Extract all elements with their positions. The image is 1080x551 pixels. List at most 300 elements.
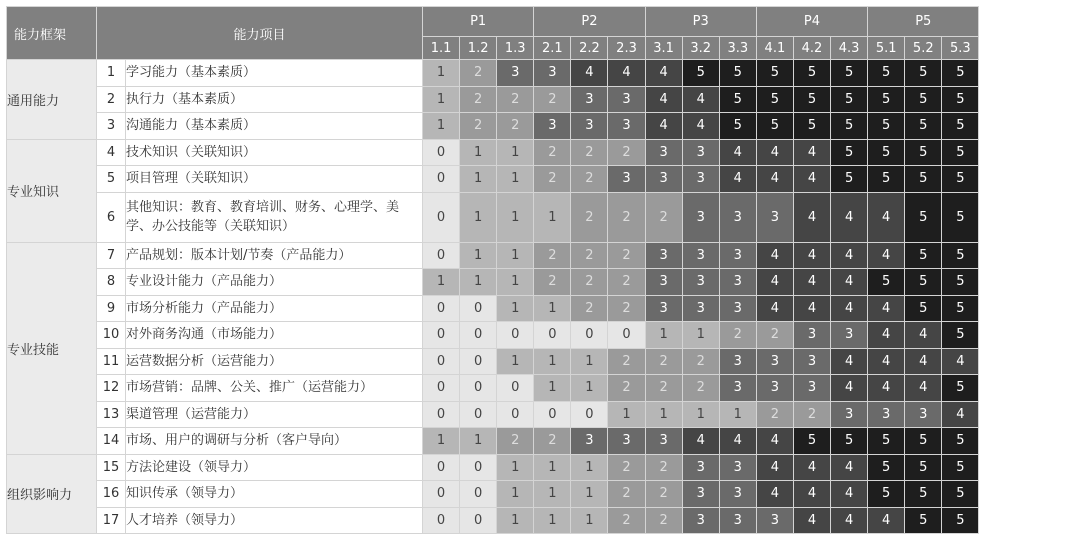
level-cell: 4 [645, 113, 682, 140]
sublevel-header: 5.2 [905, 37, 942, 60]
level-cell: 0 [497, 401, 534, 428]
row-number: 6 [97, 192, 126, 242]
row-number: 12 [97, 375, 126, 402]
level-cell: 5 [793, 428, 830, 455]
level-cell: 3 [793, 322, 830, 349]
level-cell: 3 [571, 428, 608, 455]
table-row [7, 507, 979, 534]
level-cell: 3 [756, 192, 793, 242]
level-cell: 2 [497, 113, 534, 140]
level-cell: 4 [793, 139, 830, 166]
level-cell: 2 [645, 375, 682, 402]
sublevel-header: 5.3 [942, 37, 979, 60]
level-cell: 4 [645, 86, 682, 113]
sublevel-header: 4.3 [831, 37, 868, 60]
category-cell: 通用能力 [7, 60, 97, 140]
level-cell: 2 [460, 86, 497, 113]
level-cell: 2 [571, 192, 608, 242]
level-cell: 4 [905, 322, 942, 349]
level-cell: 3 [719, 454, 756, 481]
level-cell: 1 [460, 192, 497, 242]
level-cell: 3 [719, 242, 756, 269]
row-number: 16 [97, 481, 126, 508]
level-cell: 1 [534, 481, 571, 508]
level-cell: 0 [460, 375, 497, 402]
level-cell: 2 [497, 86, 534, 113]
row-number: 3 [97, 113, 126, 140]
ability-name: 市场营销：品牌、公关、推广（运营能力） [126, 375, 423, 402]
level-cell: 3 [608, 428, 645, 455]
sublevel-header: 5.1 [868, 37, 905, 60]
level-cell: 4 [831, 269, 868, 296]
table-row [7, 242, 979, 269]
ability-name: 市场、用户的调研与分析（客户导向） [126, 428, 423, 455]
level-cell: 3 [756, 507, 793, 534]
level-cell: 3 [682, 481, 719, 508]
row-number: 14 [97, 428, 126, 455]
sublevel-header: 3.2 [682, 37, 719, 60]
level-cell: 2 [460, 113, 497, 140]
level-cell: 0 [423, 192, 460, 242]
level-cell: 0 [571, 401, 608, 428]
level-cell: 5 [831, 428, 868, 455]
sublevel-header: 4.2 [793, 37, 830, 60]
framework-header: 能力框架 [7, 7, 97, 60]
row-number: 11 [97, 348, 126, 375]
level-cell: 2 [534, 86, 571, 113]
level-cell: 5 [942, 295, 979, 322]
sublevel-header: 2.3 [608, 37, 645, 60]
level-cell: 3 [645, 166, 682, 193]
level-cell: 3 [719, 375, 756, 402]
level-cell: 4 [831, 454, 868, 481]
level-cell: 1 [497, 348, 534, 375]
level-cell: 5 [905, 242, 942, 269]
level-cell: 3 [534, 113, 571, 140]
level-cell: 3 [719, 481, 756, 508]
level-cell: 0 [460, 507, 497, 534]
ability-name: 人才培养（领导力） [126, 507, 423, 534]
level-cell: 0 [460, 454, 497, 481]
level-cell: 1 [460, 428, 497, 455]
row-number: 8 [97, 269, 126, 296]
level-cell: 2 [645, 348, 682, 375]
level-cell: 4 [645, 60, 682, 87]
level-cell: 3 [608, 166, 645, 193]
level-cell: 5 [942, 269, 979, 296]
level-cell: 2 [608, 348, 645, 375]
level-cell: 4 [831, 348, 868, 375]
level-cell: 5 [831, 166, 868, 193]
level-cell: 4 [793, 481, 830, 508]
level-cell: 3 [756, 348, 793, 375]
level-cell: 4 [868, 322, 905, 349]
level-cell: 2 [571, 295, 608, 322]
level-cell: 5 [868, 166, 905, 193]
level-cell: 4 [793, 192, 830, 242]
level-cell: 1 [534, 295, 571, 322]
ability-name: 运营数据分析（运营能力） [126, 348, 423, 375]
level-cell: 5 [868, 428, 905, 455]
level-cell: 5 [831, 113, 868, 140]
level-cell: 4 [831, 481, 868, 508]
level-cell: 5 [756, 86, 793, 113]
level-cell: 1 [497, 295, 534, 322]
level-cell: 5 [942, 428, 979, 455]
level-cell: 5 [719, 60, 756, 87]
level-cell: 0 [423, 295, 460, 322]
level-cell: 0 [423, 322, 460, 349]
level-cell: 3 [571, 86, 608, 113]
level-cell: 5 [905, 269, 942, 296]
level-cell: 1 [682, 401, 719, 428]
sublevel-header: 3.1 [645, 37, 682, 60]
level-cell: 0 [571, 322, 608, 349]
level-cell: 4 [831, 375, 868, 402]
row-number: 5 [97, 166, 126, 193]
level-cell: 3 [719, 295, 756, 322]
level-cell: 0 [423, 139, 460, 166]
level-cell: 5 [868, 481, 905, 508]
level-cell: 4 [756, 242, 793, 269]
ability-name: 技术知识（关联知识） [126, 139, 423, 166]
table-row [7, 454, 979, 481]
level-cell: 1 [497, 192, 534, 242]
level-cell: 2 [608, 507, 645, 534]
level-cell: 1 [497, 481, 534, 508]
table-row [7, 375, 979, 402]
level-cell: 3 [682, 139, 719, 166]
level-cell: 3 [571, 113, 608, 140]
level-cell: 3 [756, 375, 793, 402]
row-number: 2 [97, 86, 126, 113]
level-cell: 5 [682, 60, 719, 87]
level-cell: 1 [571, 375, 608, 402]
level-cell: 1 [460, 242, 497, 269]
level-cell: 1 [534, 375, 571, 402]
level-cell: 5 [942, 139, 979, 166]
level-cell: 5 [868, 269, 905, 296]
level-cell: 0 [497, 375, 534, 402]
level-cell: 1 [534, 348, 571, 375]
level-cell: 2 [608, 454, 645, 481]
level-cell: 2 [645, 192, 682, 242]
level-cell: 3 [682, 454, 719, 481]
level-cell: 2 [608, 192, 645, 242]
level-cell: 2 [645, 507, 682, 534]
ability-name: 项目管理（关联知识） [126, 166, 423, 193]
level-cell: 5 [719, 86, 756, 113]
level-cell: 4 [831, 242, 868, 269]
level-cell: 2 [645, 454, 682, 481]
level-cell: 2 [571, 242, 608, 269]
level-cell: 1 [423, 60, 460, 87]
level-cell: 1 [460, 269, 497, 296]
level-cell: 4 [793, 454, 830, 481]
level-cell: 0 [460, 295, 497, 322]
level-cell: 4 [868, 242, 905, 269]
level-cell: 4 [868, 295, 905, 322]
table-row [7, 295, 979, 322]
level-cell: 5 [942, 113, 979, 140]
level-cell: 1 [534, 192, 571, 242]
level-cell: 5 [831, 86, 868, 113]
level-cell: 1 [497, 166, 534, 193]
level-cell: 4 [756, 481, 793, 508]
level-cell: 3 [682, 242, 719, 269]
level-cell: 4 [756, 269, 793, 296]
table-row [7, 401, 979, 428]
level-cell: 3 [534, 60, 571, 87]
level-cell: 4 [719, 166, 756, 193]
level-cell: 1 [460, 139, 497, 166]
level-cell: 4 [868, 348, 905, 375]
level-cell: 1 [608, 401, 645, 428]
level-cell: 5 [905, 454, 942, 481]
sublevel-header: 4.1 [756, 37, 793, 60]
level-cell: 4 [905, 375, 942, 402]
level-cell: 2 [534, 242, 571, 269]
level-cell: 2 [793, 401, 830, 428]
level-cell: 0 [423, 401, 460, 428]
row-number: 7 [97, 242, 126, 269]
level-cell: 5 [942, 60, 979, 87]
sublevel-header: 3.3 [719, 37, 756, 60]
level-cell: 2 [719, 322, 756, 349]
category-cell: 组织影响力 [7, 454, 97, 534]
level-group-header: P1 [423, 7, 534, 37]
level-cell: 4 [831, 192, 868, 242]
level-cell: 3 [831, 322, 868, 349]
level-cell: 4 [793, 242, 830, 269]
level-cell: 1 [571, 454, 608, 481]
table-row [7, 428, 979, 455]
sublevel-header: 1.3 [497, 37, 534, 60]
level-cell: 4 [682, 428, 719, 455]
level-cell: 4 [608, 60, 645, 87]
level-cell: 3 [645, 242, 682, 269]
table-row [7, 113, 979, 140]
level-cell: 3 [645, 139, 682, 166]
level-cell: 0 [423, 166, 460, 193]
level-cell: 4 [905, 348, 942, 375]
level-cell: 1 [497, 507, 534, 534]
ability-name: 方法论建设（领导力） [126, 454, 423, 481]
level-group-header: P3 [645, 7, 756, 37]
level-cell: 2 [756, 322, 793, 349]
level-group-header: P5 [868, 7, 979, 37]
sublevel-header: 2.2 [571, 37, 608, 60]
level-cell: 5 [905, 113, 942, 140]
level-cell: 5 [942, 481, 979, 508]
level-cell: 2 [608, 139, 645, 166]
level-cell: 4 [682, 113, 719, 140]
level-cell: 0 [608, 322, 645, 349]
level-cell: 0 [534, 322, 571, 349]
level-cell: 1 [571, 348, 608, 375]
level-cell: 5 [793, 60, 830, 87]
level-cell: 5 [719, 113, 756, 140]
table-row [7, 139, 979, 166]
ability-name: 对外商务沟通（市场能力） [126, 322, 423, 349]
level-cell: 2 [682, 375, 719, 402]
level-cell: 3 [719, 348, 756, 375]
level-cell: 5 [905, 428, 942, 455]
level-cell: 2 [645, 481, 682, 508]
level-cell: 3 [645, 295, 682, 322]
level-cell: 4 [719, 139, 756, 166]
row-number: 4 [97, 139, 126, 166]
ability-name: 学习能力（基本素质） [126, 60, 423, 87]
sublevel-header: 2.1 [534, 37, 571, 60]
level-cell: 5 [905, 481, 942, 508]
level-cell: 3 [682, 269, 719, 296]
table-row [7, 166, 979, 193]
level-cell: 3 [645, 428, 682, 455]
ability-name: 执行力（基本素质） [126, 86, 423, 113]
level-cell: 3 [497, 60, 534, 87]
row-number: 13 [97, 401, 126, 428]
level-cell: 4 [793, 166, 830, 193]
level-cell: 5 [942, 192, 979, 242]
level-cell: 2 [497, 428, 534, 455]
level-cell: 3 [868, 401, 905, 428]
level-cell: 0 [423, 242, 460, 269]
level-cell: 5 [868, 86, 905, 113]
level-cell: 5 [942, 454, 979, 481]
level-cell: 1 [571, 481, 608, 508]
level-cell: 3 [682, 295, 719, 322]
level-cell: 4 [831, 295, 868, 322]
ability-name: 其他知识：教育、教育培训、财务、心理学、美学、办公技能等（关联知识） [126, 192, 423, 242]
level-cell: 2 [608, 375, 645, 402]
level-cell: 4 [756, 139, 793, 166]
level-cell: 3 [719, 192, 756, 242]
level-cell: 0 [534, 401, 571, 428]
level-cell: 5 [868, 113, 905, 140]
level-cell: 3 [831, 401, 868, 428]
level-cell: 4 [942, 401, 979, 428]
level-cell: 1 [460, 166, 497, 193]
table-row [7, 481, 979, 508]
level-cell: 5 [905, 507, 942, 534]
table-row [7, 60, 979, 87]
level-cell: 4 [719, 428, 756, 455]
table-row [7, 269, 979, 296]
level-cell: 5 [756, 60, 793, 87]
ability-name: 专业设计能力（产品能力） [126, 269, 423, 296]
level-cell: 1 [497, 139, 534, 166]
level-cell: 5 [793, 86, 830, 113]
level-group-header: P2 [534, 7, 645, 37]
level-cell: 3 [645, 269, 682, 296]
level-cell: 4 [868, 375, 905, 402]
row-number: 1 [97, 60, 126, 87]
level-cell: 3 [682, 507, 719, 534]
ability-name: 产品规划：版本计划/节奏（产品能力） [126, 242, 423, 269]
level-cell: 5 [868, 454, 905, 481]
level-cell: 2 [608, 242, 645, 269]
level-cell: 1 [423, 86, 460, 113]
level-cell: 1 [497, 454, 534, 481]
level-cell: 2 [608, 295, 645, 322]
row-number: 9 [97, 295, 126, 322]
level-cell: 2 [608, 481, 645, 508]
level-cell: 5 [868, 139, 905, 166]
level-cell: 1 [423, 428, 460, 455]
level-cell: 3 [608, 86, 645, 113]
ability-name: 渠道管理（运营能力） [126, 401, 423, 428]
level-cell: 5 [942, 507, 979, 534]
level-cell: 2 [571, 269, 608, 296]
sublevel-header: 1.1 [423, 37, 460, 60]
level-cell: 1 [534, 507, 571, 534]
level-cell: 3 [682, 192, 719, 242]
row-number: 15 [97, 454, 126, 481]
level-cell: 2 [534, 269, 571, 296]
level-cell: 4 [756, 295, 793, 322]
level-cell: 3 [793, 348, 830, 375]
table-row [7, 86, 979, 113]
level-cell: 1 [645, 401, 682, 428]
capability-matrix-table [6, 6, 979, 534]
level-cell: 1 [423, 113, 460, 140]
level-cell: 3 [719, 507, 756, 534]
level-cell: 4 [793, 269, 830, 296]
ability-name: 知识传承（领导力） [126, 481, 423, 508]
level-cell: 5 [905, 60, 942, 87]
level-cell: 2 [608, 269, 645, 296]
level-cell: 1 [497, 269, 534, 296]
level-cell: 2 [682, 348, 719, 375]
level-cell: 2 [460, 60, 497, 87]
level-cell: 4 [793, 507, 830, 534]
level-cell: 2 [534, 166, 571, 193]
level-cell: 5 [905, 86, 942, 113]
level-cell: 4 [756, 454, 793, 481]
level-cell: 3 [608, 113, 645, 140]
level-cell: 1 [571, 507, 608, 534]
level-cell: 5 [905, 192, 942, 242]
level-cell: 0 [460, 481, 497, 508]
level-cell: 0 [497, 322, 534, 349]
level-cell: 5 [905, 166, 942, 193]
level-cell: 5 [905, 295, 942, 322]
level-cell: 5 [942, 242, 979, 269]
category-cell: 专业知识 [7, 139, 97, 242]
level-cell: 1 [534, 454, 571, 481]
level-cell: 5 [942, 166, 979, 193]
sublevel-header: 1.2 [460, 37, 497, 60]
level-cell: 4 [571, 60, 608, 87]
level-cell: 0 [423, 375, 460, 402]
table-row [7, 192, 979, 242]
level-cell: 3 [682, 166, 719, 193]
level-cell: 5 [868, 60, 905, 87]
level-cell: 0 [460, 348, 497, 375]
level-cell: 4 [756, 428, 793, 455]
ability-name: 沟通能力（基本素质） [126, 113, 423, 140]
table-row [7, 348, 979, 375]
level-cell: 0 [423, 348, 460, 375]
level-cell: 2 [756, 401, 793, 428]
level-cell: 3 [719, 269, 756, 296]
level-cell: 5 [831, 60, 868, 87]
level-cell: 1 [645, 322, 682, 349]
level-cell: 5 [831, 139, 868, 166]
level-cell: 4 [868, 192, 905, 242]
level-cell: 4 [868, 507, 905, 534]
